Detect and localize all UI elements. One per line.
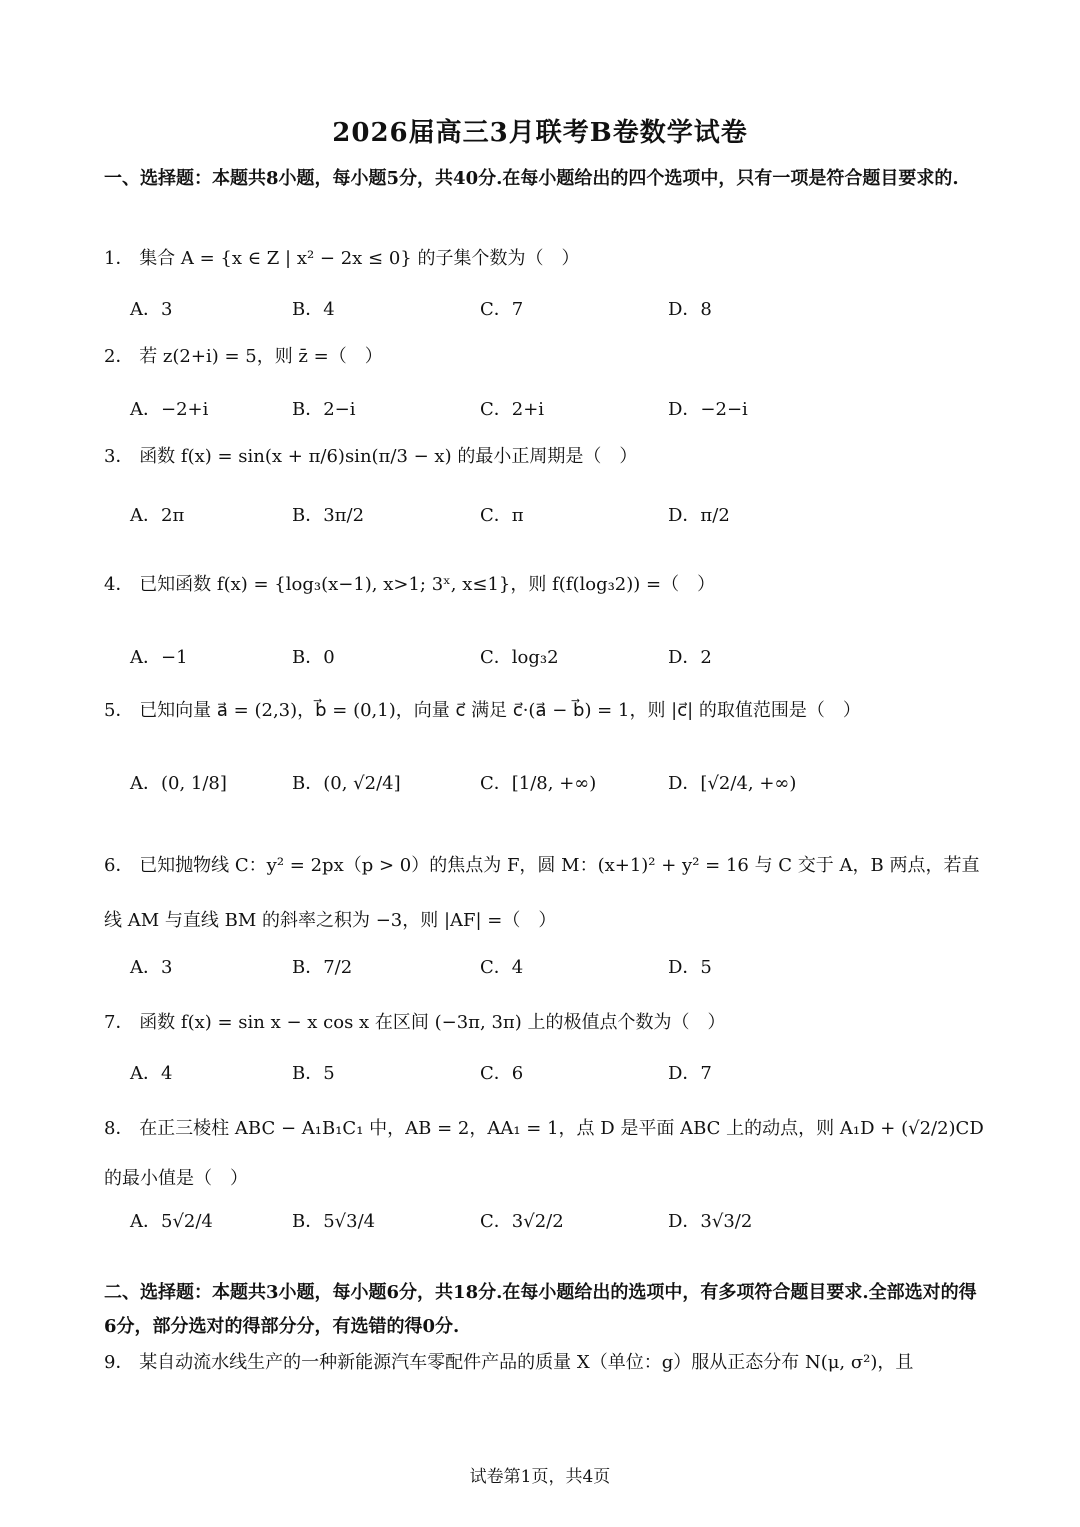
question-1 xyxy=(104,244,984,274)
option-a[interactable]: A．5√2/4 xyxy=(130,1211,213,1232)
question-number: 2． xyxy=(104,346,134,367)
question-4-options xyxy=(130,636,980,676)
option-d[interactable]: D．8 xyxy=(668,299,712,320)
question-number: 5． xyxy=(104,700,134,721)
option-d[interactable]: D．[√2/4, +∞) xyxy=(668,773,797,794)
section-2-text: 二、选择题：本题共3小题，每小题6分，共18分.在每小题给出的选项中，有多项符合题目要求.全部选对的得6分，部分选对的得部分分，有选错的得0分. xyxy=(104,1282,977,1337)
option-c[interactable]: C．2+i xyxy=(480,399,545,420)
option-a[interactable]: A．3 xyxy=(130,957,173,978)
question-1-options xyxy=(130,288,980,328)
question-2 xyxy=(104,342,984,372)
section-2-header xyxy=(104,1276,984,1344)
option-d[interactable]: D．2 xyxy=(668,647,712,668)
question-number: 4． xyxy=(104,574,134,595)
section-1-text: 一、选择题：本题共8小题，每小题5分，共40分.在每小题给出的四个选项中，只有一项是符合题目要求的. xyxy=(104,168,959,189)
option-b[interactable]: B．0 xyxy=(292,647,335,668)
question-text: 函数 f(x) = sin(x + π/6)sin(π/3 − x) 的最小正周期是（ ） xyxy=(139,446,638,467)
option-a[interactable]: A．2π xyxy=(130,505,185,526)
question-5 xyxy=(104,696,984,726)
option-c[interactable]: C．π xyxy=(480,505,524,526)
option-d[interactable]: D．5 xyxy=(668,957,712,978)
option-b[interactable]: B．2−i xyxy=(292,399,356,420)
question-6-options xyxy=(130,946,980,986)
option-b[interactable]: B．5 xyxy=(292,1063,335,1084)
option-a[interactable]: A．−2+i xyxy=(130,399,209,420)
option-c[interactable]: C．3√2/2 xyxy=(480,1211,564,1232)
question-number: 9． xyxy=(104,1352,134,1373)
question-number: 3． xyxy=(104,446,134,467)
page-title: 2026届高三3月联考B卷数学试卷 xyxy=(332,118,748,148)
option-b[interactable]: B．3π/2 xyxy=(292,505,365,526)
page-footer: 试卷第1页，共4页 xyxy=(469,1467,611,1487)
option-c[interactable]: C．log₃2 xyxy=(480,647,559,668)
option-c[interactable]: C．6 xyxy=(480,1063,524,1084)
option-a[interactable]: A．3 xyxy=(130,299,173,320)
option-b[interactable]: B．4 xyxy=(292,299,335,320)
question-text: 已知函数 f(x) = {log₃(x−1), x>1; 3ˣ, x≤1}，则 f(f(log₃2)) =（ ） xyxy=(139,574,716,595)
question-3-options xyxy=(130,494,980,534)
question-7-options xyxy=(130,1052,980,1092)
option-c[interactable]: C．7 xyxy=(480,299,524,320)
question-number: 7． xyxy=(104,1012,134,1033)
option-b[interactable]: B．7/2 xyxy=(292,957,353,978)
option-c[interactable]: C．4 xyxy=(480,957,524,978)
question-text: 若 z(2+i) = 5，则 z̄ =（ ） xyxy=(139,346,383,367)
question-text: 集合 A = {x ∈ Z | x² − 2x ≤ 0} 的子集个数为（ ） xyxy=(139,248,580,269)
option-d[interactable]: D．−2−i xyxy=(668,399,748,420)
question-number: 8． xyxy=(104,1118,134,1139)
option-a[interactable]: A．(0, 1/8] xyxy=(130,773,227,794)
question-2-options xyxy=(130,388,980,428)
option-a[interactable]: A．−1 xyxy=(130,647,188,668)
question-7 xyxy=(104,1008,984,1038)
section-1-header xyxy=(104,162,984,196)
question-number: 1． xyxy=(104,248,134,269)
option-a[interactable]: A．4 xyxy=(130,1063,173,1084)
question-8 xyxy=(104,1104,984,1204)
question-number: 6． xyxy=(104,855,134,876)
question-8-options xyxy=(130,1200,980,1240)
question-text: 函数 f(x) = sin x − x cos x 在区间 (−3π, 3π) 上的极值点个数为（ ） xyxy=(139,1012,726,1033)
question-9 xyxy=(104,1348,984,1378)
question-text: 某自动流水线生产的一种新能源汽车零配件产品的质量 X（单位：g）服从正态分布 N(μ, σ²)，且 xyxy=(139,1352,914,1373)
option-c[interactable]: C．[1/8, +∞) xyxy=(480,773,597,794)
option-d[interactable]: D．7 xyxy=(668,1063,712,1084)
question-text: 已知抛物线 C：y² = 2px（p > 0）的焦点为 F，圆 M：(x+1)² + y² = 16 与 C 交于 A，B 两点，若直线 AM 与直线 BM 的斜率之积为 −3，则 |AF| =（ ） xyxy=(104,855,980,931)
question-6 xyxy=(104,838,984,948)
question-text: 在正三棱柱 ABC − A₁B₁C₁ 中，AB = 2，AA₁ = 1，点 D 是平面 ABC 上的动点，则 A₁D + (√2/2)CD 的最小值是（ ） xyxy=(104,1118,984,1189)
question-text: 已知向量 a⃗ = (2,3)，b⃗ = (0,1)，向量 c⃗ 满足 c⃗·(a⃗ − b⃗) = 1，则 |c⃗| 的取值范围是（ ） xyxy=(139,700,861,721)
option-b[interactable]: B．5√3/4 xyxy=(292,1211,376,1232)
question-3 xyxy=(104,442,984,472)
option-d[interactable]: D．π/2 xyxy=(668,505,730,526)
option-d[interactable]: D．3√3/2 xyxy=(668,1211,753,1232)
option-b[interactable]: B．(0, √2/4] xyxy=(292,773,401,794)
question-5-options xyxy=(130,762,980,802)
question-4 xyxy=(104,570,984,600)
